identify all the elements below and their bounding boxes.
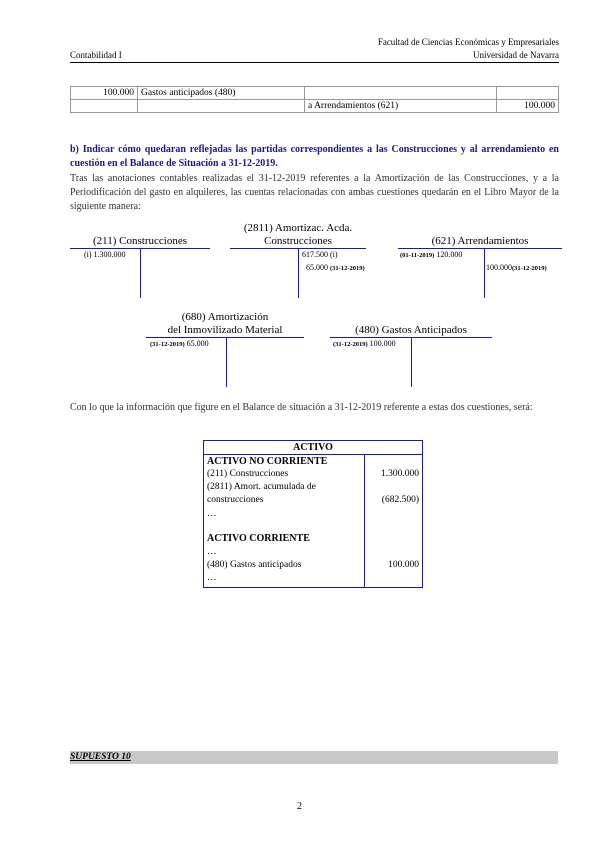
t-account-debit: (31-12-2019) 100.000 [333,339,396,348]
journal-credit-account: a Arrendamientos (621) [305,100,497,113]
table-row [71,100,559,113]
balance-sheet-activo [203,440,423,588]
journal-entry-table [70,86,559,113]
t-account-credit: 617.500 (i) [302,250,338,259]
t-account-debit: (31-12-2019) 65.000 [150,339,209,348]
journal-debit-amount: 100.000 [71,87,138,100]
construcciones-amount: 1.300.000 [381,469,419,479]
journal-debit-account: Gastos anticipados (480) [138,87,305,100]
section-b-title: b) Indicar cómo quedaran reflejadas las partidas correspondientes a las Construcciones y al arrendamiento en cuestión en el Balance de Situación a 31-12-2019. [70,144,559,169]
amort-label: (2811) Amort. acumulada de [207,482,316,492]
gastos-amount: 100.000 [388,560,419,570]
anc-title: ACTIVO NO CORRIENTE [207,456,328,467]
t-account-title: Construcciones [264,235,332,247]
table-row [71,87,559,100]
balance-head: ACTIVO [204,441,422,455]
header-faculty: Facultad de Ciencias Económicas y Empresariales [377,37,559,47]
header-divider [70,62,559,63]
conclusion-text: Con lo que la información que figure en el Balance de situación a 31-12-2019 referente a estas dos cuestiones, será: [70,402,533,413]
section-b-intro: Tras las anotaciones contables realizadas el 31-12-2019 referentes a la Amortización de las Construcciones, y a la Periodificación del gasto en alquileres, las cuentas relacionadas con ambas cuestiones quedarán en el Libro Mayor de la siguiente manera: [70,173,559,212]
t-account-title: del Inmovilizado Material [167,324,283,336]
amort-label: construcciones [207,495,264,505]
ellipsis: … [207,547,217,557]
supuesto-heading: SUPUESTO 10 [70,751,558,764]
t-account-title: (680) Amortización [181,311,269,323]
t-account-debit: (i) 1.300.000 [84,250,126,259]
t-account-credit: 100.000(31-12-2019) [486,263,547,272]
t-account-credit: 65.000 (31-12-2019) [306,263,365,272]
page-number: 2 [297,801,302,812]
amort-amount: (682.500) [381,495,419,505]
t-account-title: (480) Gastos Anticipados [355,324,467,336]
t-account-debit: (01-11-2019) 120.000 [400,250,463,259]
header-university: Universidad de Navarra [473,50,559,60]
ellipsis: … [207,509,217,519]
ellipsis: … [207,573,217,583]
t-account-title: (211) Construcciones [93,235,187,247]
gastos-label: (480) Gastos anticipados [207,560,302,570]
t-account-title: (2811) Amortizac. Acda. [243,222,353,234]
journal-credit-amount: 100.000 [497,100,559,113]
header-course: Contabilidad I [70,50,122,60]
construcciones-label: (211) Construcciones [207,469,289,479]
ac-title: ACTIVO CORRIENTE [207,533,310,544]
t-account-title: (621) Arrendamientos [431,235,529,247]
